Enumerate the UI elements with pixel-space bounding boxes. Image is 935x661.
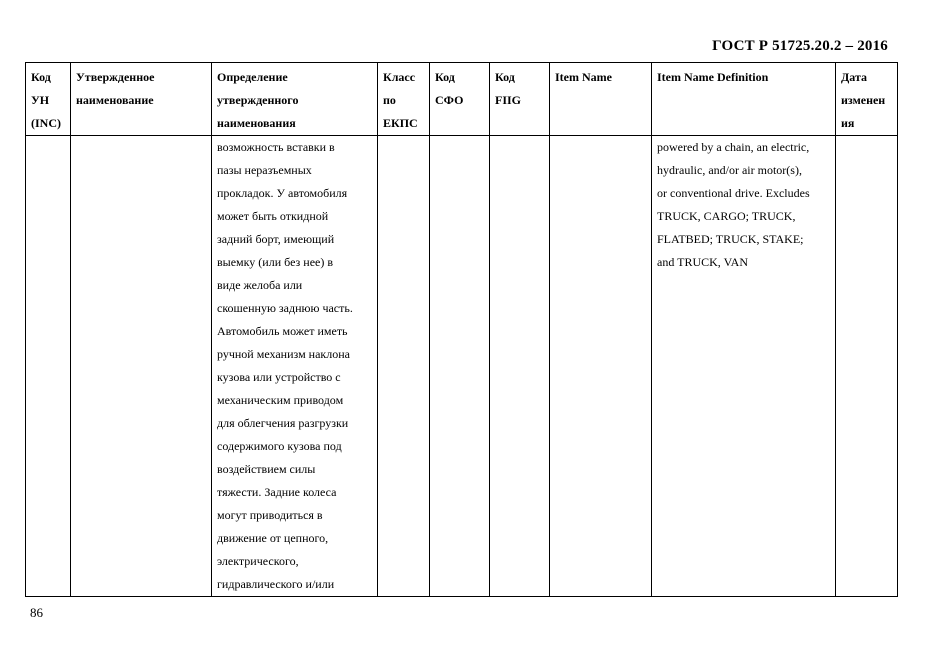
table-header-row xyxy=(26,63,898,136)
col-header-item-name xyxy=(550,63,652,136)
text-line: СФО xyxy=(435,93,464,107)
text-line: для облегчения разгрузки xyxy=(217,416,349,430)
text-line: утвержденного xyxy=(217,93,299,107)
cell-definition-ru xyxy=(212,136,378,597)
col-header-sfo-code xyxy=(430,63,490,136)
text-line: возможность вставки в xyxy=(217,140,335,154)
document-standard-header: ГОСТ Р 51725.20.2 – 2016 xyxy=(712,38,888,54)
text-line: Класс xyxy=(383,70,416,84)
text-line: пазы неразъемных xyxy=(217,163,312,177)
cell-change-date xyxy=(836,136,898,597)
text-line: Код xyxy=(31,70,51,84)
text-line: скошенную заднюю часть. xyxy=(217,301,353,315)
text-line: ия xyxy=(841,116,855,130)
text-line: могут приводиться в xyxy=(217,508,323,522)
text-line: Утвержденное xyxy=(76,70,155,84)
definition-en-text xyxy=(652,136,835,274)
cell-sfo-code xyxy=(430,136,490,597)
specification-table xyxy=(25,62,898,597)
col-header-change-date xyxy=(836,63,898,136)
text-line: воздействием силы xyxy=(217,462,316,476)
col-header-ekps-class xyxy=(378,63,430,136)
col-header-item-name-definition xyxy=(652,63,836,136)
col-header-approved-name xyxy=(71,63,212,136)
text-line: виде желоба или xyxy=(217,278,303,292)
text-line: гидравлического и/или xyxy=(217,577,335,591)
cell-fiig-code xyxy=(490,136,550,597)
text-line: (INC) xyxy=(31,116,61,130)
text-line: наименование xyxy=(76,93,154,107)
text-line: Определение xyxy=(217,70,288,84)
text-line: задний борт, имеющий xyxy=(217,232,335,246)
text-line: TRUCK, CARGO; TRUCK, xyxy=(657,209,796,223)
table-row xyxy=(26,136,898,597)
text-line: прокладок. У автомобиля xyxy=(217,186,348,200)
text-line: по xyxy=(383,93,396,107)
text-line: изменен xyxy=(841,93,886,107)
col-header-inc-code xyxy=(26,63,71,136)
text-line: powered by a chain, an electric, xyxy=(657,140,810,154)
text-line: может быть откидной xyxy=(217,209,329,223)
cell-item-name xyxy=(550,136,652,597)
text-line: Код xyxy=(435,70,455,84)
text-line: Автомобиль может иметь xyxy=(217,324,348,338)
text-line: механическим приводом xyxy=(217,393,344,407)
text-line: hydraulic, and/or air motor(s), xyxy=(657,163,802,177)
page-number: 86 xyxy=(30,605,43,620)
text-line: ЕКПС xyxy=(383,116,418,130)
text-line: Item Name Definition xyxy=(657,70,769,84)
text-line: FIIG xyxy=(495,93,522,107)
text-line: УН xyxy=(31,93,50,107)
text-line: Код xyxy=(495,70,515,84)
text-line: содержимого кузова под xyxy=(217,439,342,453)
text-line: Item Name xyxy=(555,70,612,84)
text-line: электрического, xyxy=(217,554,299,568)
text-line: тяжести. Задние колеса xyxy=(217,485,337,499)
text-line: FLATBED; TRUCK, STAKE; xyxy=(657,232,804,246)
cell-definition-en xyxy=(652,136,836,597)
cell-ekps-class xyxy=(378,136,430,597)
text-line: Дата xyxy=(841,70,867,84)
text-line: выемку (или без нее) в xyxy=(217,255,334,269)
text-line: наименования xyxy=(217,116,296,130)
text-line: ручной механизм наклона xyxy=(217,347,350,361)
col-header-fiig-code xyxy=(490,63,550,136)
text-line: and TRUCK, VAN xyxy=(657,255,749,269)
text-line: движение от цепного, xyxy=(217,531,329,545)
col-header-name-definition xyxy=(212,63,378,136)
text-line: кузова или устройство с xyxy=(217,370,341,384)
cell-approved-name xyxy=(71,136,212,597)
text-line: or conventional drive. Excludes xyxy=(657,186,810,200)
cell-inc-code xyxy=(26,136,71,597)
definition-ru-text xyxy=(212,136,377,596)
